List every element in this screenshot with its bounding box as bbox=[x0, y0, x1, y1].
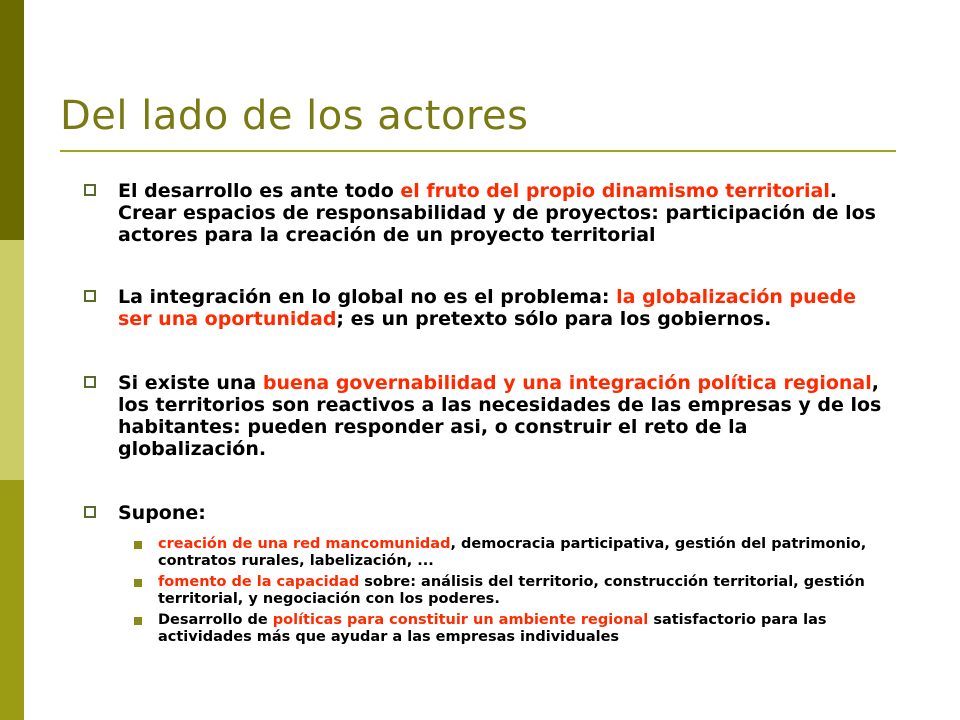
sub-bullet-text: fomento de la capacidad sobre: análisis del territorio, construcción territorial, gestión territorial, y negociación con los poderes. bbox=[158, 574, 865, 607]
bullet-text: El desarrollo es ante todo el fruto del propio dinamismo territorial. Crear espacios de responsabilidad y de proyectos: participación de los actores para la creación de un proyecto territorial bbox=[118, 180, 876, 246]
bullet-item bbox=[84, 286, 884, 330]
square-bullet-icon bbox=[84, 290, 96, 302]
bullet-item bbox=[84, 180, 884, 246]
sub-bullet-text: creación de una red mancomunidad, democracia participativa, gestión del patrimonio, contratos rurales, labelización, ... bbox=[158, 536, 867, 569]
square-bullet-icon bbox=[84, 376, 96, 388]
small-square-bullet-icon bbox=[134, 541, 142, 549]
small-square-bullet-icon bbox=[134, 617, 142, 625]
sub-bullet-text: Desarrollo de políticas para constituir un ambiente regional satisfactorio para las actividades más que ayudar a las empresas individuales bbox=[158, 612, 827, 645]
sidebar-block-middle bbox=[0, 240, 24, 480]
bullet-text: Supone: bbox=[118, 502, 206, 524]
slide-title: Del lado de los actores bbox=[60, 93, 529, 139]
bullet-item bbox=[84, 372, 884, 460]
slide-content bbox=[84, 180, 884, 650]
bullet-text: Si existe una buena governabilidad y una integración política regional, los territorios son reactivos a las necesidades de las empresas y de los habitantes: pueden responder asi, o construir el reto de la globalización. bbox=[118, 372, 882, 460]
square-bullet-icon bbox=[84, 184, 96, 196]
bullet-item bbox=[84, 502, 884, 524]
sidebar-decoration bbox=[0, 0, 24, 720]
sub-bullet-item bbox=[84, 612, 884, 646]
sub-bullet-item bbox=[84, 536, 884, 570]
sidebar-block-bottom bbox=[0, 480, 24, 720]
bullet-text: La integración en lo global no es el problema: la globalización puede ser una oportunidad; es un pretexto sólo para los gobiernos. bbox=[118, 286, 857, 330]
title-divider bbox=[60, 150, 896, 152]
sidebar-block-top bbox=[0, 0, 24, 240]
sub-bullet-item bbox=[84, 574, 884, 608]
small-square-bullet-icon bbox=[134, 579, 142, 587]
square-bullet-icon bbox=[84, 506, 96, 518]
